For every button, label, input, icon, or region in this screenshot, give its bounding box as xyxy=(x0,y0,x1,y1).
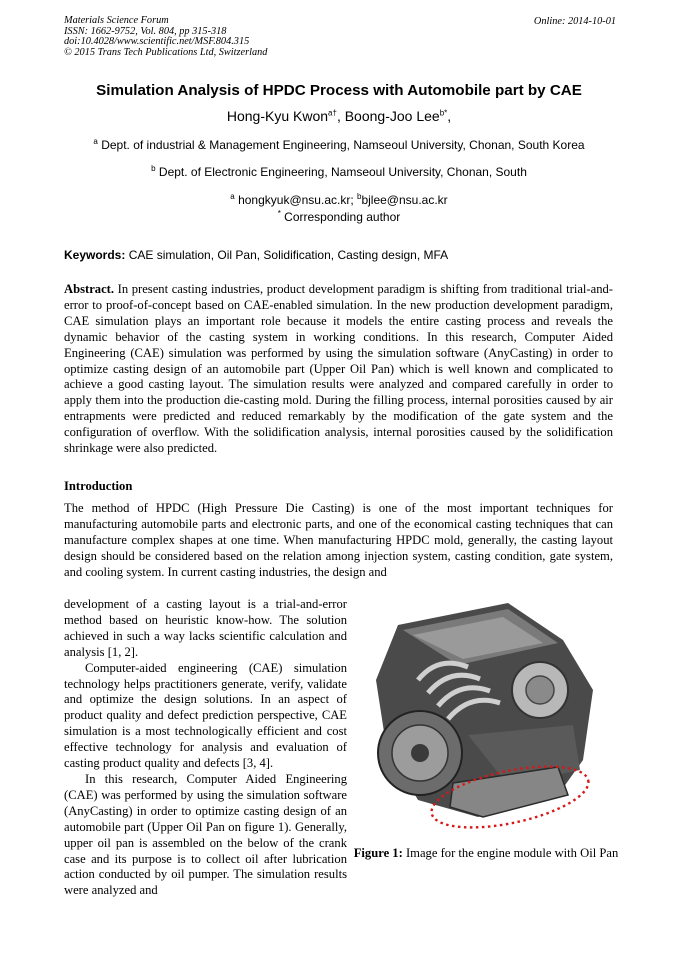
email-a-sup: a xyxy=(230,192,235,201)
intro-paragraph-2: Computer-aided engineering (CAE) simulation technology helps practitioners generate, verify, validate and optimize the design solutions. In an aspect of product quality and defect prediction perspective, CAE simulation is a most technologically efficient and cost effective technology for analysis and evaluation of casting product quality and defects [3, 4]. xyxy=(64,660,347,771)
abstract-text: In present casting industries, product development paradigm is shifting from traditional trial-and-error to proof-of-concept based on CAE-enabled simulation. In the new production development paradigm, CAE simulation plays an important role because it models the entire casting process and reveals the dynamic behavior of the casting system in working conditions. In this research, Computer Aided Engineering (CAE) simulation was performed by using the simulation software (AnyCasting) in order to optimize casting design of an automobile part (Upper Oil Pan) which is well known and complicated to achieve a good casting layout. The simulation results were analyzed and compared carefully in order to apply them into the production die-casting mold. During the filling process, internal porosities caused by air entrapments were predicted and reduced remarkably by the modification of the gate system and the configuration of overflow. With the solidification analysis, internal porosities caused by the solidification shrinkage were also predicted. xyxy=(64,282,613,456)
email-b-sup: b xyxy=(357,192,362,201)
engine-module-image xyxy=(358,585,614,841)
journal-name: Materials Science Forum xyxy=(64,15,169,26)
paper-title: Simulation Analysis of HPDC Process with Automobile part by CAE xyxy=(96,82,582,99)
author-2: Boong-Joo Lee xyxy=(344,108,440,124)
affiliation-b-sup: b xyxy=(151,164,156,173)
email-b: bjlee@nsu.ac.kr xyxy=(361,193,448,207)
keywords xyxy=(64,248,448,262)
journal-header xyxy=(64,16,267,58)
affiliation-a xyxy=(0,138,678,152)
affiliation-b-text: Dept. of Electronic Engineering, Namseoul University, Chonan, South xyxy=(155,165,527,179)
figure-caption xyxy=(352,846,620,862)
email-line xyxy=(0,193,678,207)
corresponding-text: Corresponding author xyxy=(280,210,401,224)
intro-paragraph-1-cont: development of a casting layout is a trial-and-error method based on heuristic know-how. The solution achieved in such a way lacks scientific calculation and analysis [1, 2]. xyxy=(64,597,347,659)
intro-column xyxy=(64,597,347,899)
intro-paragraph-1: The method of HPDC (High Pressure Die Casting) is one of the most important techniques for manufacturing automobile parts and electronic parts, and one of the economical casting techniques that can manufacture complex shapes at one time. When manufacturing HPDC mold, generally, the casting layout design should be considered based on the relation among injection system, casting condition, gate system, and cooling system. In current casting industries, the design and xyxy=(64,501,613,579)
affiliation-a-sup: a xyxy=(93,137,98,146)
keywords-label: Keywords: xyxy=(64,248,126,262)
affiliation-a-text: Dept. of industrial & Management Engineering, Namseoul University, Chonan, South Korea xyxy=(97,138,585,152)
copyright-line: © 2015 Trans Tech Publications Ltd, Switzerland xyxy=(64,46,268,58)
author-separator: , xyxy=(336,108,345,124)
author-line xyxy=(0,108,678,124)
affiliation-b xyxy=(0,165,678,179)
corresponding-sup: * xyxy=(277,209,281,218)
keywords-text: CAE simulation, Oil Pan, Solidification, Casting design, MFA xyxy=(125,248,449,262)
author-1: Hong-Kyu Kwon xyxy=(226,108,329,124)
issn-line: ISSN: 1662-9752, Vol. 804, pp 315-318 xyxy=(64,25,227,37)
email-a: hongkyuk@nsu.ac.kr; xyxy=(234,193,357,207)
introduction-heading: Introduction xyxy=(64,479,133,493)
intro-paragraph-3: In this research, Computer Aided Engineering (CAE) was performed by using the simulation software (AnyCasting) in order to optimize casting design of an automobile part (Upper Oil Pan on figure 1). Generally, upper oil pan is assembled on the below of the crank case and its purpose is to collect oil after lubrication action conducted by oil pumper. The simulation results were analyzed and xyxy=(64,771,347,898)
abstract-label: Abstract. xyxy=(64,282,115,296)
author-1-sup: a† xyxy=(328,108,337,118)
author-2-sup: b* xyxy=(439,108,448,118)
corresponding-author xyxy=(0,210,678,224)
abstract xyxy=(64,282,613,457)
figure-caption-label: Figure 1: xyxy=(353,846,403,860)
online-date: Online: 2014-10-01 xyxy=(533,16,616,27)
figure-caption-text: Image for the engine module with Oil Pan xyxy=(402,846,619,860)
doi-line: doi:10.4028/www.scientific.net/MSF.804.315 xyxy=(64,36,250,47)
author-trailing: , xyxy=(447,108,452,124)
